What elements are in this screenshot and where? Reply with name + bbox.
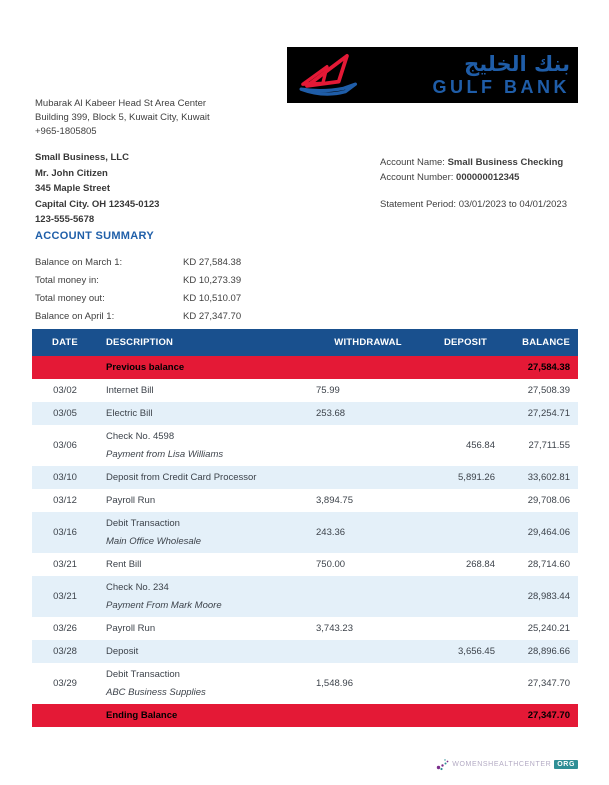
txn-description (98, 576, 308, 617)
account-info (380, 156, 567, 213)
transaction-row (32, 489, 578, 512)
summary-value: KD 27,584.38 (183, 257, 242, 268)
txn-description-main: Check No. 4598 (106, 431, 175, 442)
summary-value: KD 10,510.07 (183, 293, 242, 304)
txn-description (98, 512, 308, 553)
transaction-row (32, 640, 578, 663)
customer-name: Mr. John Citizen (35, 167, 108, 179)
summary-row (35, 290, 241, 308)
customer-address (35, 150, 159, 228)
txn-description (98, 489, 308, 512)
txn-balance: 33,602.81 (527, 472, 570, 483)
previous-balance-date (32, 356, 98, 379)
txn-date: 03/10 (53, 472, 77, 483)
txn-balance: 27,347.70 (527, 678, 570, 689)
txn-description-main: Debit Transaction (106, 518, 180, 529)
ending-balance-row (32, 704, 578, 727)
txn-withdrawal (308, 466, 428, 489)
txn-withdrawal: 75.99 (316, 385, 340, 396)
previous-balance-label: Previous balance (106, 362, 185, 373)
txn-balance: 29,464.06 (527, 527, 570, 538)
txn-deposit (428, 379, 503, 402)
txn-withdrawal: 243.36 (316, 527, 346, 538)
txn-description (98, 402, 308, 425)
header-date: DATE (32, 329, 98, 356)
summary-label: Total money in: (35, 275, 99, 286)
txn-description (98, 617, 308, 640)
txn-description-note: ABC Business Supplies (106, 687, 206, 698)
txn-balance: 29,708.06 (527, 495, 570, 506)
txn-deposit (428, 512, 503, 553)
header-withdrawal: WITHDRAWAL (308, 329, 428, 356)
txn-withdrawal (308, 425, 428, 466)
customer-city: Capital City. OH 12345-0123 (35, 198, 160, 210)
txn-description-main: Payroll Run (106, 495, 156, 506)
account-number-row (380, 171, 567, 186)
txn-withdrawal: 3,894.75 (316, 495, 353, 506)
header-balance: BALANCE (503, 329, 578, 356)
txn-deposit (428, 576, 503, 617)
txn-deposit: 3,656.45 (458, 646, 495, 657)
txn-deposit: 268.84 (465, 559, 495, 570)
bank-logo (287, 47, 578, 103)
txn-description-main: Payroll Run (106, 623, 156, 634)
ending-balance-withdrawal (308, 704, 428, 727)
transaction-row (32, 576, 578, 617)
txn-date: 03/16 (53, 527, 77, 538)
txn-date: 03/05 (53, 408, 77, 419)
summary-label: Balance on March 1: (35, 257, 123, 268)
txn-description (98, 640, 308, 663)
customer-phone: 123-555-5678 (35, 214, 95, 225)
txn-balance: 28,983.44 (527, 591, 570, 602)
bank-address-line1: Mubarak Al Kabeer Head St Area Center (35, 98, 207, 109)
statement-period-value: 03/01/2023 to 04/01/2023 (458, 199, 567, 210)
summary-row (35, 272, 241, 290)
table-header (32, 329, 578, 356)
account-name-label: Account Name: (380, 157, 445, 168)
txn-date: 03/06 (53, 440, 77, 451)
txn-date: 03/02 (53, 385, 77, 396)
txn-withdrawal (308, 576, 428, 617)
txn-deposit: 456.84 (465, 440, 495, 451)
txn-date: 03/28 (53, 646, 77, 657)
watermark-badge: ORG (554, 760, 578, 769)
transaction-row (32, 402, 578, 425)
watermark-text: WOMENSHEALTHCENTER (452, 760, 552, 768)
txn-date: 03/21 (53, 559, 77, 570)
dots-swoosh-icon (436, 757, 450, 771)
txn-withdrawal: 3,743.23 (316, 623, 353, 634)
transactions-table (32, 329, 578, 727)
summary-label: Balance on April 1: (35, 311, 115, 322)
txn-date: 03/26 (53, 623, 77, 634)
statement-period-row (380, 198, 567, 213)
previous-balance-deposit (428, 356, 503, 379)
txn-description-main: Deposit (106, 646, 139, 657)
txn-deposit: 5,891.26 (458, 472, 495, 483)
txn-date: 03/29 (53, 678, 77, 689)
summary-value: KD 27,347.70 (183, 311, 242, 322)
txn-deposit (428, 617, 503, 640)
transaction-row (32, 379, 578, 402)
txn-description-main: Debit Transaction (106, 669, 180, 680)
transaction-row (32, 425, 578, 466)
txn-description (98, 553, 308, 576)
txn-balance: 28,896.66 (527, 646, 570, 657)
transaction-row (32, 617, 578, 640)
txn-description (98, 466, 308, 489)
transaction-row (32, 663, 578, 704)
ending-balance-amount: 27,347.70 (527, 710, 570, 721)
customer-street: 345 Maple Street (35, 183, 110, 194)
bank-address (35, 97, 210, 139)
txn-description (98, 663, 308, 704)
dhow-boat-icon (293, 50, 381, 100)
transaction-row (32, 553, 578, 576)
account-summary-title: ACCOUNT SUMMARY (35, 230, 154, 242)
previous-balance-amount: 27,584.38 (527, 362, 570, 373)
txn-balance: 25,240.21 (527, 623, 570, 634)
bank-name-english: GULF BANK (432, 77, 570, 97)
txn-balance: 27,254.71 (527, 408, 570, 419)
txn-balance: 27,711.55 (528, 440, 570, 451)
txn-description-note: Payment From Mark Moore (106, 600, 222, 611)
txn-withdrawal: 253.68 (316, 408, 346, 419)
txn-date: 03/21 (53, 591, 77, 602)
txn-description-note: Payment from Lisa Williams (106, 449, 224, 460)
txn-date: 03/12 (53, 495, 77, 506)
header-description: DESCRIPTION (98, 329, 308, 356)
previous-balance-withdrawal (308, 356, 428, 379)
account-name-value: Small Business Checking (447, 157, 564, 168)
txn-description (98, 425, 308, 466)
statement-period-label: Statement Period: (380, 199, 457, 210)
txn-description-main: Deposit from Credit Card Processor (106, 472, 257, 483)
bank-logo-text (381, 54, 570, 96)
txn-description-main: Electric Bill (106, 408, 153, 419)
account-name-row (380, 156, 567, 171)
txn-description-main: Rent Bill (106, 559, 142, 570)
ending-balance-deposit (428, 704, 503, 727)
txn-description-main: Check No. 234 (106, 582, 169, 593)
summary-row (35, 308, 241, 326)
txn-description-main: Internet Bill (106, 385, 154, 396)
account-summary (35, 230, 241, 326)
account-number-value: 000000012345 (456, 171, 520, 183)
bank-address-line2: Building 399, Block 5, Kuwait City, Kuwait (35, 112, 210, 123)
txn-deposit (428, 663, 503, 704)
txn-balance: 27,508.39 (527, 385, 570, 396)
txn-deposit (428, 489, 503, 512)
transaction-row (32, 512, 578, 553)
summary-value: KD 10,273.39 (183, 275, 242, 286)
txn-withdrawal: 750.00 (316, 559, 346, 570)
summary-row (35, 254, 241, 272)
account-number-label: Account Number: (380, 171, 454, 183)
txn-deposit (428, 402, 503, 425)
txn-balance: 28,714.60 (527, 559, 570, 570)
summary-label: Total money out: (35, 293, 105, 304)
bank-phone: +965-1805805 (35, 126, 97, 137)
previous-balance-row (32, 356, 578, 379)
txn-withdrawal: 1,548.96 (316, 678, 353, 689)
header-deposit: DEPOSIT (428, 329, 503, 356)
transaction-row (32, 466, 578, 489)
bank-name-arabic: بنك الخليج (464, 52, 570, 76)
txn-description-note: Main Office Wholesale (106, 536, 202, 547)
ending-balance-date (32, 704, 98, 727)
ending-balance-label: Ending Balance (106, 710, 178, 721)
transactions-body (32, 379, 578, 704)
watermark (436, 757, 578, 771)
txn-withdrawal (308, 640, 428, 663)
txn-description (98, 379, 308, 402)
customer-company: Small Business, LLC (35, 152, 129, 163)
